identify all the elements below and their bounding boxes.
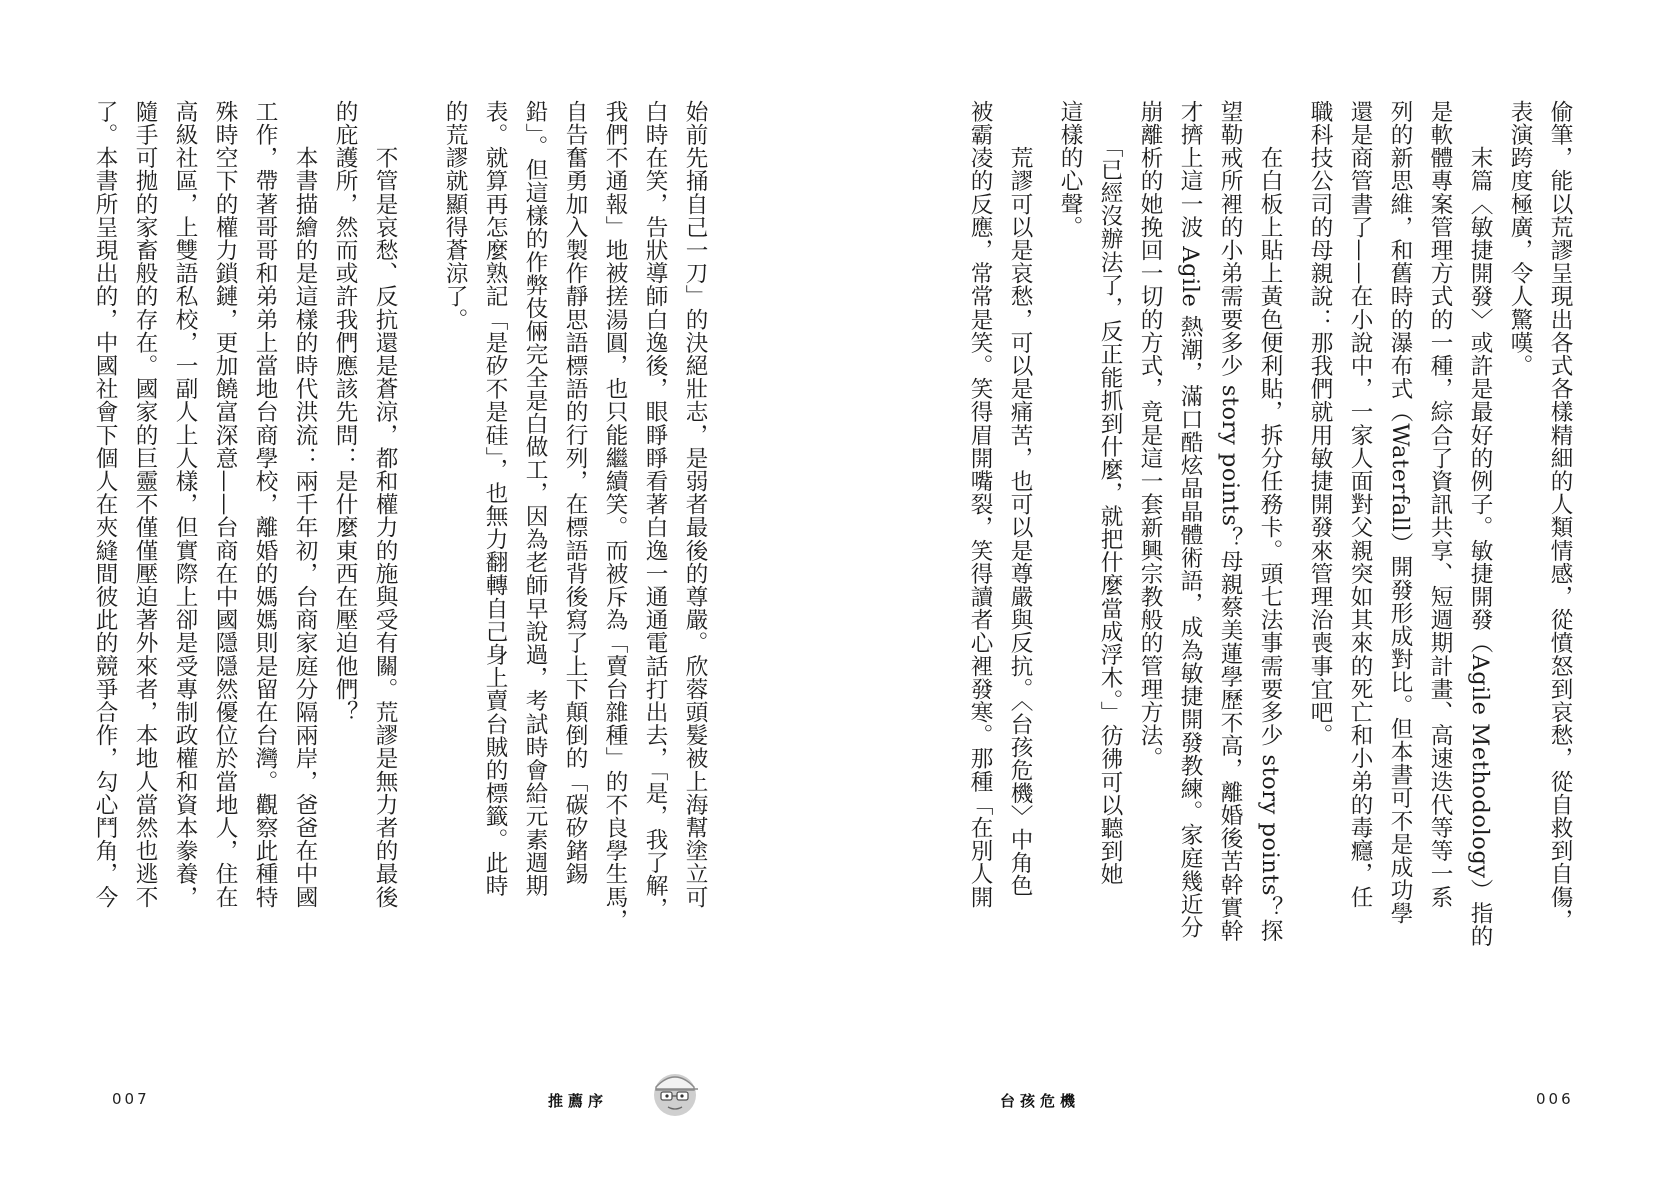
text-column: 始前先捅自己一刀」的決絕壯志，是弱者最後的尊嚴。欣蓉頭髮被上海幫塗立可 bbox=[682, 100, 708, 909]
text-column: 荒謬可以是哀愁，可以是痛苦，也可以是尊嚴與反抗。〈台孩危機〉中角色 bbox=[1007, 100, 1033, 898]
text-column: 才擠上這一波 Agile 熱潮，滿口酷炫晶晶體術語，成為敏捷開發教練。家庭幾近分 bbox=[1177, 100, 1203, 939]
running-head-left: 推薦序 bbox=[548, 1092, 609, 1110]
text-column: 高級社區，上雙語私校，一副人上人樣，但實際上卻是受專制政權和資本豢養， bbox=[172, 100, 198, 909]
text-column: 工作，帶著哥哥和弟弟上當地台商學校，離婚的媽媽則是留在台灣。觀察此種特 bbox=[252, 100, 278, 909]
text-column: 本書描繪的是這樣的時代洪流：兩千年初，台商家庭分隔兩岸，爸爸在中國 bbox=[292, 100, 318, 909]
text-column: 的荒謬就顯得蒼涼了。 bbox=[442, 100, 468, 331]
text-column: 不管是哀愁、反抗還是蒼涼，都和權力的施與受有關。荒謬是無力者的最後 bbox=[372, 100, 398, 909]
text-column: 還是商管書了——在小說中，一家人面對父親突如其來的死亡和小弟的毒癮，任 bbox=[1347, 100, 1373, 909]
text-column: 白時在笑，告狀導師白逸後，眼睜睜看著白逸一通通電話打出去，「是，我了解， bbox=[642, 100, 668, 921]
text-column: 隨手可拋的家畜般的存在。國家的巨靈不僅僅壓迫著外來者，本地人當然也逃不 bbox=[132, 100, 158, 909]
text-column: 殊時空下的權力鎖鏈，更加饒富深意——台商在中國隱隱然優位於當地人，住在 bbox=[212, 100, 238, 909]
text-column: 「已經沒辦法了，反正能抓到什麼，就把什麼當成浮木。」彷彿可以聽到她 bbox=[1097, 100, 1123, 886]
text-column: 職科技公司的母親說：那我們就用敏捷開發來管理治喪事宜吧。 bbox=[1307, 100, 1333, 747]
page-number-left: 007 bbox=[112, 1090, 150, 1108]
text-column: 的庇護所，然而或許我們應該先問：是什麼東西在壓迫他們？ bbox=[332, 100, 358, 724]
text-column: 表。就算再怎麼熟記「是矽不是硅」，也無力翻轉自己身上賣台賊的標籤。此時 bbox=[482, 100, 508, 898]
text-column: 鉛」。但這樣的作弊伎倆完全是白做工，因為老師早說過，考試時會給元素週期 bbox=[522, 100, 548, 898]
text-column: 這樣的心聲。 bbox=[1057, 100, 1083, 239]
text-column: 被霸凌的反應，常常是笑。笑得眉開嘴裂，笑得讀者心裡發寒。那種「在別人開 bbox=[967, 100, 993, 909]
text-column: 了。本書所呈現出的，中國社會下個人在夾縫間彼此的競爭合作，勾心鬥角，今 bbox=[92, 100, 118, 909]
text-column: 列的新思維，和舊時的瀑布式（Waterfall）開發形成對比。但本書可不是成功學 bbox=[1387, 100, 1413, 925]
text-column: 自告奮勇加入製作靜思語標語的行列，在標語背後寫了上下顛倒的「碳矽鍺錫 bbox=[562, 100, 588, 886]
left-page-body bbox=[92, 100, 715, 960]
text-column: 是軟體專案管理方式的一種，綜合了資訊共享、短週期計畫、高速迭代等等一系 bbox=[1427, 100, 1453, 909]
running-head-right: 台孩危機 bbox=[1000, 1092, 1081, 1110]
text-column: 在白板上貼上黃色便利貼，拆分任務卡。頭七法事需要多少 story points？探 bbox=[1257, 100, 1283, 943]
text-column: 我們不通報」地被搓湯圓，也只能繼續笑。而被斥為「賣台雜種」的不良學生馬， bbox=[602, 100, 628, 932]
right-page-body bbox=[967, 100, 1580, 960]
text-column: 表演跨度極廣，令人驚嘆。 bbox=[1507, 100, 1533, 378]
text-column: 末篇〈敏捷開發〉或許是最好的例子。敏捷開發（Agile Methodology）指的 bbox=[1467, 100, 1493, 948]
cartoon-face-with-glasses-and-cap-icon bbox=[650, 1068, 700, 1118]
text-column: 望勒戒所裡的小弟需要多少 story points？母親蔡美蓮學歷不高，離婚後苦幹實幹 bbox=[1217, 100, 1243, 943]
text-column: 崩離析的她挽回一切的方式，竟是這一套新興宗教般的管理方法。 bbox=[1137, 100, 1163, 770]
text-column: 偷筆，能以荒謬呈現出各式各樣精細的人類情感，從憤怒到哀愁，從自救到自傷， bbox=[1547, 100, 1573, 932]
page-number-right: 006 bbox=[1536, 1090, 1574, 1108]
